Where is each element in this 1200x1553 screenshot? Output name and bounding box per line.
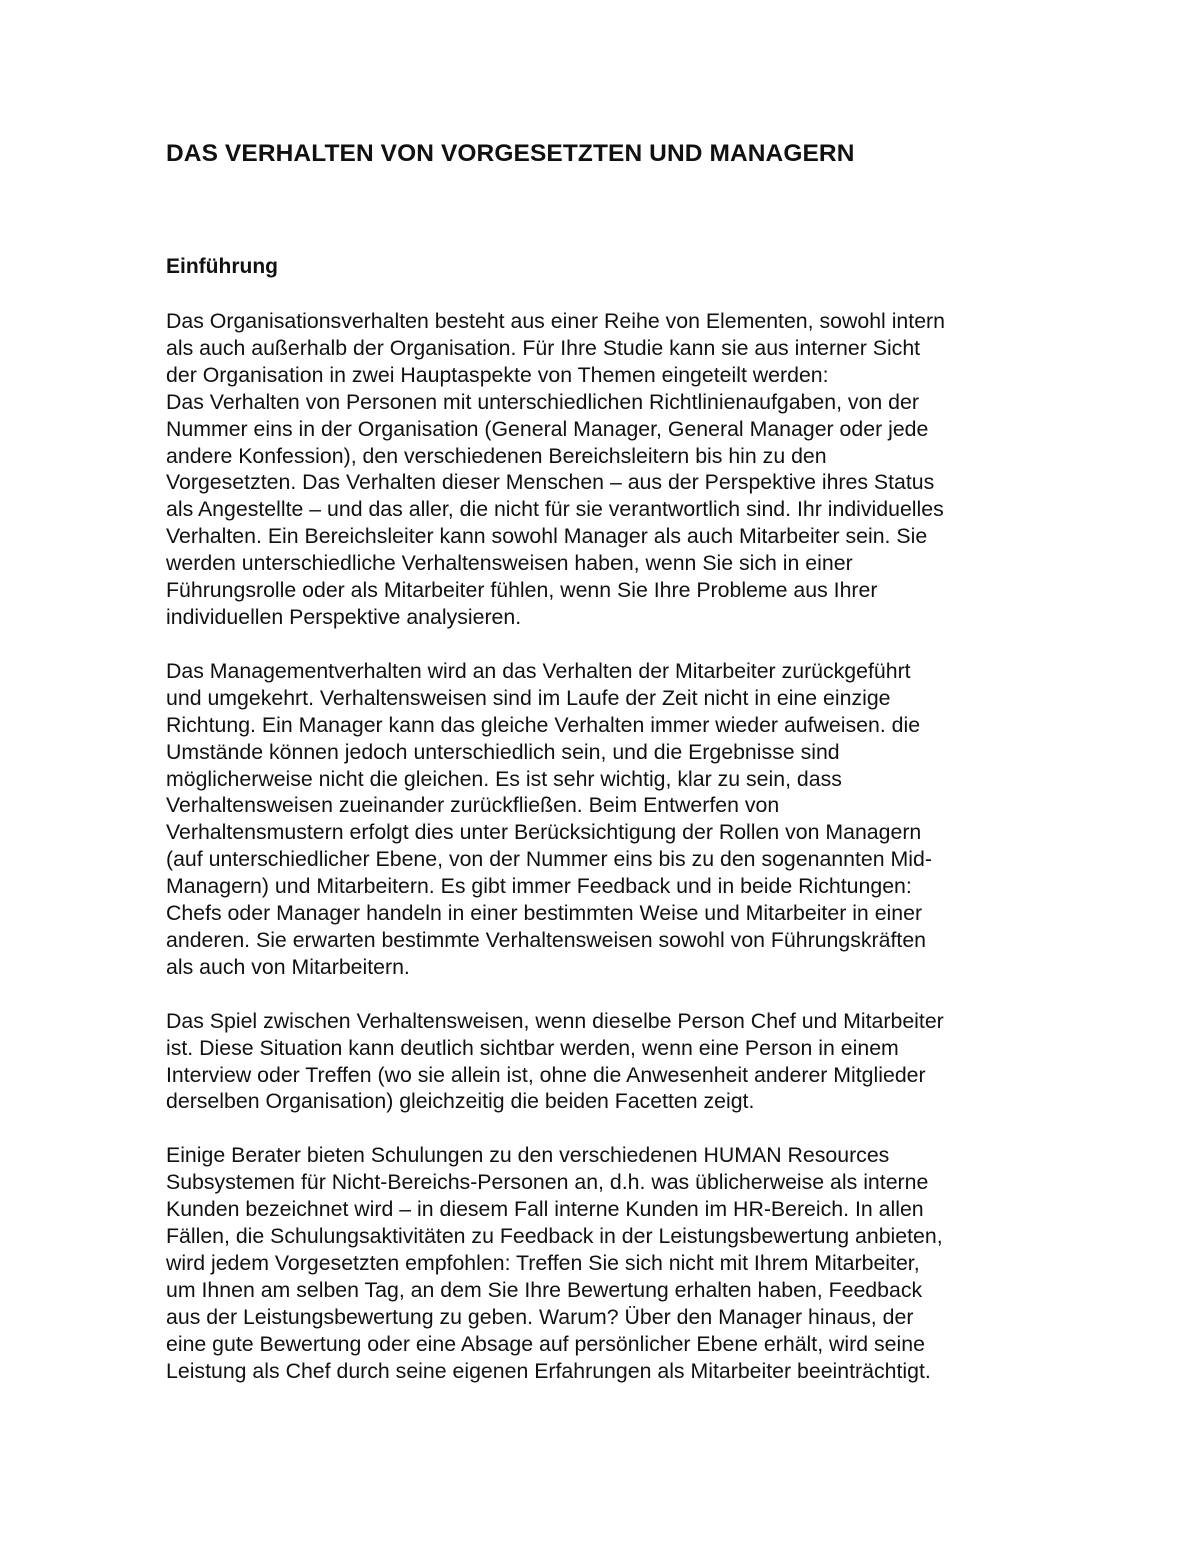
paragraph-4: [166, 1142, 1046, 1384]
text-line: Leistung als Chef durch seine eigenen Erfahrungen als Mitarbeiter beeinträchtigt.: [166, 1358, 931, 1383]
text-line: Das Managementverhalten wird an das Verhalten der Mitarbeiter zurückgeführt: [166, 658, 911, 683]
text-line: als auch von Mitarbeitern.: [166, 954, 410, 979]
text-line: Subsystemen für Nicht-Bereichs-Personen an, d.h. was üblicherweise als interne: [166, 1170, 929, 1195]
text-line: andere Konfession), den verschiedenen Bereichsleitern bis hin zu den: [166, 443, 827, 468]
document-page: [166, 138, 1046, 1385]
text-line: Das Organisationsverhalten besteht aus einer Reihe von Elementen, sowohl intern: [166, 309, 945, 333]
text-line: Nummer eins in der Organisation (General Manager, General Manager oder jede: [166, 416, 929, 441]
document-title: DAS VERHALTEN VON VORGESETZTEN UND MANAGERN: [166, 140, 855, 167]
text-line: ist. Diese Situation kann deutlich sichtbar werden, wenn eine Person in einem: [166, 1035, 899, 1060]
text-line: eine gute Bewertung oder eine Absage auf persönlicher Ebene erhält, wird seine: [166, 1331, 925, 1356]
text-line: Managern) und Mitarbeitern. Es gibt immer Feedback und in beide Richtungen:: [166, 874, 912, 899]
text-line: Führungsrolle oder als Mitarbeiter fühlen, wenn Sie Ihre Probleme aus Ihrer: [166, 578, 878, 603]
text-line: Umstände können jedoch unterschiedlich sein, und die Ergebnisse sind: [166, 739, 840, 764]
text-line: anderen. Sie erwarten bestimmte Verhaltensweisen sowohl von Führungskräften: [166, 927, 927, 952]
paragraph-3: [166, 1008, 1046, 1116]
text-line: der Organisation in zwei Hauptaspekte von Themen eingeteilt werden:: [166, 362, 829, 387]
text-line: Verhalten. Ein Bereichsleiter kann sowohl Manager als auch Mitarbeiter sein. Sie: [166, 524, 928, 549]
text-line: werden unterschiedliche Verhaltensweisen haben, wenn Sie sich in einer: [166, 551, 853, 576]
text-line: als auch außerhalb der Organisation. Für Ihre Studie kann sie aus interner Sicht: [166, 335, 921, 360]
text-line: Verhaltensweisen zueinander zurückfließen. Beim Entwerfen von: [166, 793, 780, 818]
text-line: um Ihnen am selben Tag, an dem Sie Ihre Bewertung erhalten haben, Feedback: [166, 1277, 923, 1302]
text-line: wird jedem Vorgesetzten empfohlen: Treffen Sie sich nicht mit Ihrem Mitarbeiter,: [166, 1251, 920, 1275]
text-line: als Angestellte – und das aller, die nicht für sie verantwortlich sind. Ihr individuelles: [166, 497, 944, 522]
text-line: Verhaltensmustern erfolgt dies unter Berücksichtigung der Rollen von Managern: [166, 820, 922, 845]
paragraph-1: [166, 308, 1046, 631]
text-line: aus der Leistungsbewertung zu geben. Warum? Über den Manager hinaus, der: [166, 1304, 914, 1329]
text-line: derselben Organisation) gleichzeitig die beiden Facetten zeigt.: [166, 1089, 755, 1114]
text-line: und umgekehrt. Verhaltensweisen sind im Laufe der Zeit nicht in eine einzige: [166, 685, 891, 710]
text-line: Das Spiel zwischen Verhaltensweisen, wenn dieselbe Person Chef und Mitarbeiter: [166, 1008, 944, 1033]
text-line: Kunden bezeichnet wird – in diesem Fall interne Kunden im HR-Bereich. In allen: [166, 1197, 924, 1222]
text-line: Chefs oder Manager handeln in einer bestimmten Weise und Mitarbeiter in einer: [166, 901, 923, 926]
text-line: Fällen, die Schulungsaktivitäten zu Feedback in der Leistungsbewertung anbieten,: [166, 1224, 943, 1249]
text-line: Vorgesetzten. Das Verhalten dieser Menschen – aus der Perspektive ihres Status: [166, 470, 935, 495]
paragraph-2: [166, 658, 1046, 981]
text-line: (auf unterschiedlicher Ebene, von der Nummer eins bis zu den sogenannten Mid-: [166, 847, 932, 872]
text-line: möglicherweise nicht die gleichen. Es ist sehr wichtig, klar zu sein, dass: [166, 766, 842, 791]
text-line: Interview oder Treffen (wo sie allein ist, ohne die Anwesenheit anderer Mitglieder: [166, 1062, 926, 1087]
section-heading: Einführung: [166, 255, 278, 278]
text-line: Richtung. Ein Manager kann das gleiche Verhalten immer wieder aufweisen. die: [166, 712, 921, 737]
text-line: Das Verhalten von Personen mit unterschiedlichen Richtlinienaufgaben, von der: [166, 389, 919, 414]
text-line: individuellen Perspektive analysieren.: [166, 604, 522, 629]
text-line: Einige Berater bieten Schulungen zu den verschiedenen HUMAN Resources: [166, 1143, 890, 1168]
